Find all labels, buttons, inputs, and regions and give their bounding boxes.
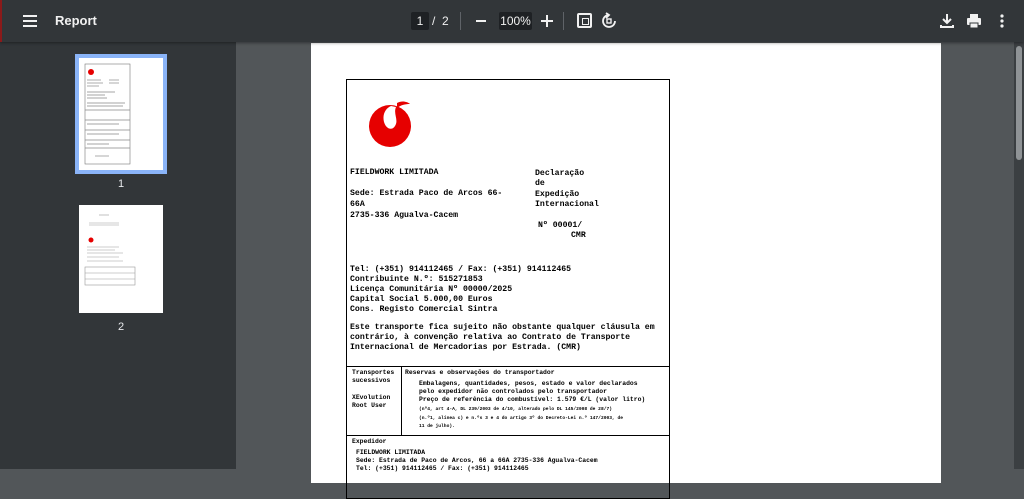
- declaration-title: de: [535, 179, 545, 188]
- transporters-label: Transportes: [352, 369, 395, 376]
- contact-phone: Tel: (+351) 914112465 / Fax: (+351) 914112465: [350, 265, 572, 274]
- zoom-level-input[interactable]: 100%: [500, 14, 531, 28]
- company-address-line: Sede: Estrada Paco de Arcos 66-: [350, 189, 503, 198]
- shipper-phone: Tel: (+351) 914112465 / Fax: (+351) 914112465: [356, 465, 529, 472]
- company-address-line: 66A: [350, 200, 365, 209]
- company-address-line: 2735-336 Agualva-Cacem: [350, 211, 459, 220]
- page-separator: /: [432, 14, 436, 28]
- transporters-value: XEvolution: [352, 394, 391, 401]
- table-divider: [347, 366, 669, 367]
- menu-icon[interactable]: [20, 12, 40, 30]
- shipper-address: Sede: Estrada de Paco de Arcos, 66 a 66A 2735-336 Agualva-Cacem: [356, 457, 598, 464]
- contact-taxpayer: Contribuinte N.º: 515271853: [350, 275, 483, 284]
- toolbar-divider: [563, 12, 564, 30]
- more-vert-icon[interactable]: [992, 11, 1012, 31]
- download-icon[interactable]: [937, 11, 957, 31]
- zoom-out-icon[interactable]: [476, 20, 486, 22]
- total-pages: 2: [442, 14, 449, 28]
- declaration-number: CMR: [571, 231, 586, 240]
- print-icon[interactable]: [964, 11, 984, 31]
- table-divider: [347, 435, 669, 436]
- shipper-title: Expedidor: [352, 438, 387, 445]
- declaration-title: Declaração: [535, 169, 585, 178]
- vertical-scrollbar[interactable]: [1014, 42, 1024, 469]
- fuel-reference-price: Preço de referência do combustível: 1.579 €/L (valor litro): [419, 396, 646, 403]
- cmr-document: [346, 79, 670, 499]
- contact-capital: Capital Social 5.000,00 Euros: [350, 295, 493, 304]
- scrollbar-thumb[interactable]: [1016, 46, 1022, 160]
- toolbar-divider: [460, 12, 461, 30]
- current-page-input[interactable]: 1: [411, 12, 429, 30]
- thumbnail-preview: [79, 58, 163, 170]
- transporters-label: sucessivos: [352, 377, 391, 384]
- pdf-page-1: [311, 43, 941, 483]
- reservations-title: Reservas e observações do transportador: [405, 369, 555, 376]
- transporters-value: Root User: [352, 402, 387, 409]
- contact-registry: Cons. Registo Comercial Sintra: [350, 305, 498, 314]
- cmr-notice: Este transporte fica sujeito não obstante qualquer cláusula em: [350, 323, 655, 332]
- vodafone-logo: [368, 94, 412, 148]
- cmr-notice: Internacional de Mercadorias por Estrada. (CMR): [350, 343, 581, 352]
- declaration-number: Nº 00001/: [538, 221, 583, 230]
- pdf-toolbar: [0, 0, 1024, 42]
- thumbnail-page-2[interactable]: [79, 205, 163, 313]
- reservations-text: pelo expedidor não controlados pelo transportador: [419, 388, 607, 395]
- declaration-title: Internacional: [535, 200, 599, 209]
- shipper-name: FIELDWORK LIMITADA: [356, 449, 426, 456]
- company-name: FIELDWORK LIMITADA: [350, 168, 439, 177]
- thumbnail-page-1[interactable]: [79, 58, 163, 170]
- contact-license: Licença Comunitária Nº 00000/2025: [350, 285, 513, 294]
- declaration-title: Expedição: [535, 190, 580, 199]
- table-divider: [401, 366, 402, 435]
- cmr-notice: contrário, à convenção relativa ao Contrato de Transporte: [350, 333, 631, 342]
- legal-reference: (nº4, art 4-A, DL 239/2003 de 4/10, alterado pelo DL 145/2008 de 28/7): [419, 407, 612, 412]
- thumbnail-sidebar: [0, 42, 236, 469]
- legal-reference: (n.º1, alínea c) e n.ºs 3 e 4 do artigo 3º do Decreto-Lei n.º 147/2003, de: [419, 416, 623, 421]
- reservations-text: Embalagens, quantidades, pesos, estado e valor declarados: [419, 380, 638, 387]
- fit-page-icon[interactable]: [577, 13, 592, 28]
- zoom-in-icon[interactable]: [541, 15, 553, 27]
- thumbnail-label: 2: [117, 321, 125, 333]
- rotate-icon[interactable]: [601, 12, 617, 29]
- legal-reference: 11 de julho).: [419, 424, 455, 429]
- window-edge: [0, 0, 2, 42]
- thumbnail-preview: [79, 205, 163, 313]
- thumbnail-label: 1: [117, 178, 125, 190]
- document-title: Report: [55, 13, 97, 28]
